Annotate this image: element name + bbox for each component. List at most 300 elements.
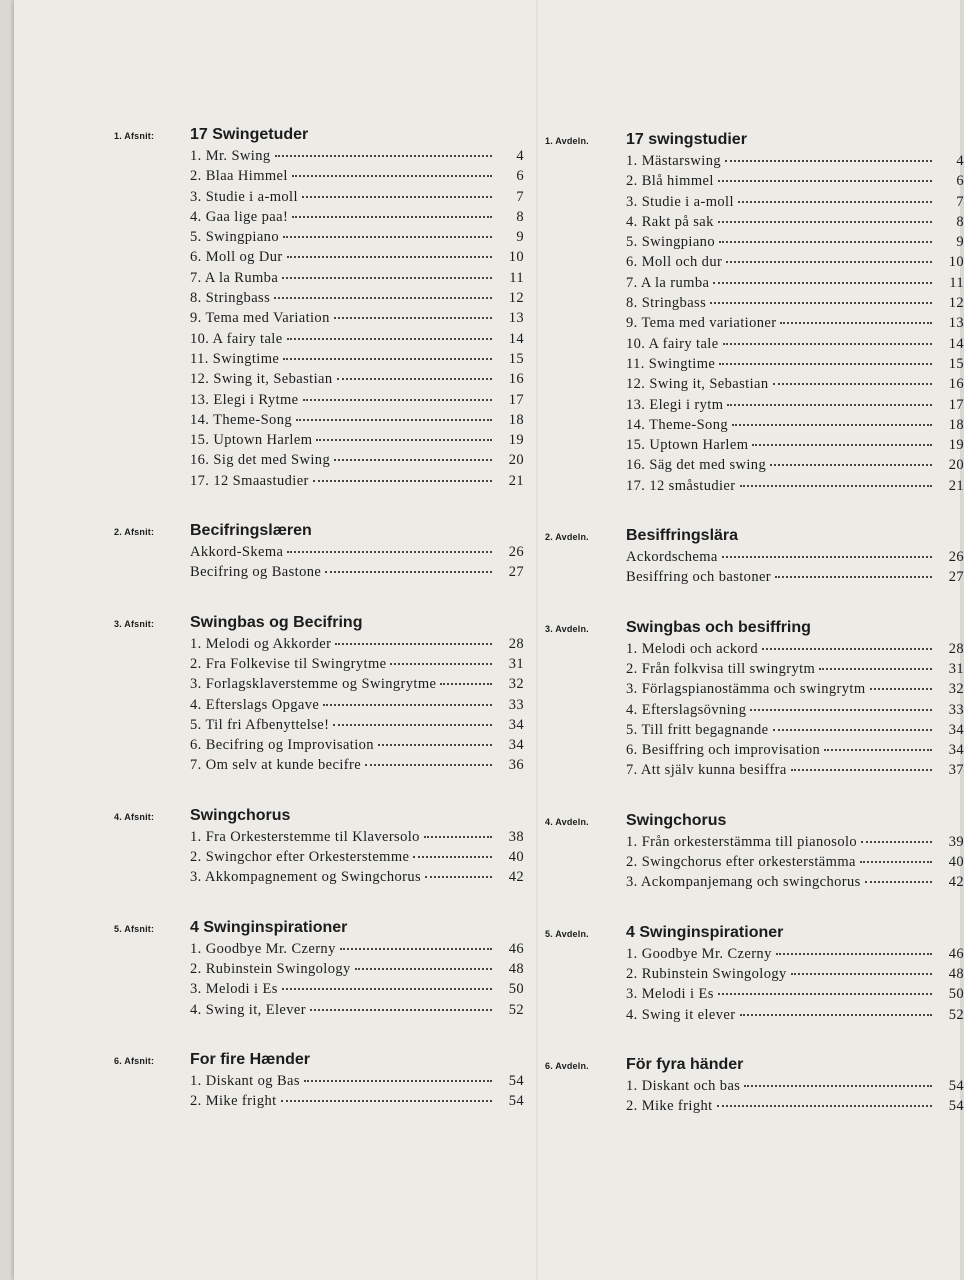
section-heading (545, 527, 964, 545)
toc-entry (626, 834, 964, 854)
entry-title: 1. Melodi och ackord (626, 640, 759, 657)
toc-section (545, 131, 964, 498)
toc-entry (190, 290, 524, 310)
dot-leader (333, 724, 492, 726)
dot-leader (718, 993, 932, 995)
entry-page-number: 20 (508, 452, 524, 469)
entry-page-number: 39 (948, 833, 964, 850)
dot-leader (732, 424, 932, 426)
entry-page-number: 21 (508, 472, 524, 489)
toc-entry (626, 275, 964, 295)
dot-leader (791, 769, 932, 771)
section-heading (545, 619, 964, 637)
toc-entry (190, 412, 524, 432)
section-heading (114, 126, 524, 144)
entry-page-number: 14 (508, 330, 524, 347)
entry-title: 14. Theme-Song (626, 416, 728, 433)
section-title: Swingchorus (190, 806, 291, 824)
entry-page-number: 15 (948, 355, 964, 372)
toc-entry (190, 473, 524, 493)
section-number: 5. Afsnit: (114, 923, 155, 934)
entry-title: 7. A la Rumba (190, 269, 279, 286)
entry-title: 12. Swing it, Sebastian (626, 376, 769, 393)
entry-page-number: 18 (508, 411, 524, 428)
dot-leader (355, 968, 492, 970)
toc-entry (626, 1098, 964, 1118)
dot-leader (302, 196, 492, 198)
toc-entry (190, 310, 524, 330)
entry-title: 2. Blaa Himmel (190, 168, 288, 185)
dot-leader (752, 444, 932, 446)
dot-leader (740, 1014, 933, 1016)
toc-entry (626, 397, 964, 417)
entry-page-number: 11 (509, 269, 524, 286)
section-number: 2. Afsnit: (114, 527, 155, 538)
toc-entry (190, 1073, 524, 1093)
dot-leader (304, 1080, 492, 1082)
entry-title: 7. Om selv at kunde becifre (190, 757, 362, 774)
entry-title: 1. Melodi og Akkorder (190, 635, 332, 652)
toc-section (545, 924, 964, 1027)
entry-title: 8. Stringbass (626, 295, 707, 312)
entry-title: 1. Från orkesterstämma till pianosolo (626, 833, 858, 850)
entry-page-number: 4 (956, 153, 964, 169)
dot-leader (275, 155, 492, 157)
entry-title: 4. Rakt på sak (626, 213, 714, 230)
entry-title: 1. Goodbye Mr. Czerny (626, 945, 772, 962)
dot-leader (722, 556, 932, 558)
dot-leader (334, 459, 492, 461)
entry-title: 15. Uptown Harlem (626, 437, 749, 454)
entry-page-number: 12 (948, 295, 964, 312)
toc-entry (190, 351, 524, 371)
toc-entry (626, 1007, 964, 1027)
toc-entry (626, 417, 964, 437)
toc-entry (626, 234, 964, 254)
toc-entry (626, 254, 964, 274)
dot-leader (860, 861, 932, 863)
toc-entry (190, 564, 524, 584)
entry-page-number: 34 (948, 721, 964, 738)
entry-page-number: 27 (508, 564, 524, 581)
section-number: 3. Afsnit: (114, 618, 155, 629)
entry-title: 6. Moll och dur (626, 254, 723, 271)
entry-title: 7. Att själv kunna besiffra (626, 762, 787, 779)
entry-page-number: 8 (956, 213, 964, 230)
dot-leader (274, 297, 492, 299)
toc-entry (626, 681, 964, 701)
entry-page-number: 9 (956, 234, 964, 251)
toc-entry (190, 270, 524, 290)
dot-leader (283, 358, 492, 360)
section-heading (114, 919, 524, 937)
entry-title: 5. Till fritt begagnande (626, 721, 769, 738)
toc-entry (626, 946, 964, 966)
entry-page-number: 28 (508, 635, 524, 652)
entry-page-number: 19 (948, 437, 964, 454)
entry-title: 10. A fairy tale (190, 330, 283, 347)
dot-leader (413, 856, 492, 858)
toc-entry (190, 697, 524, 717)
book-page (14, 0, 964, 1280)
dot-leader (718, 221, 932, 223)
entry-title: 13. Elegi i rytm (626, 396, 724, 413)
dot-leader (325, 571, 492, 573)
entry-page-number: 31 (508, 655, 524, 672)
toc-section (114, 614, 524, 778)
entry-title: 16. Säg det med swing (626, 457, 767, 474)
entry-page-number: 8 (516, 208, 524, 225)
entry-title: 1. Fra Orkesterstemme til Klaversolo (190, 828, 420, 845)
entry-title: 3. Studie i a-moll (626, 193, 734, 210)
entry-page-number: 46 (948, 945, 964, 962)
section-heading (114, 522, 524, 540)
toc-entry (626, 569, 964, 589)
dot-leader (378, 744, 492, 746)
toc-entry (626, 214, 964, 234)
section-title: For fire Hænder (190, 1050, 311, 1068)
entry-title: 2. Swingchorus efter orkesterstämma (626, 854, 856, 871)
entry-page-number: 50 (948, 986, 964, 1003)
dot-leader (334, 317, 492, 319)
toc-entry (190, 981, 524, 1001)
entry-page-number: 11 (949, 274, 964, 291)
toc-entry (626, 702, 964, 722)
toc-section (114, 1051, 524, 1114)
entry-page-number: 54 (508, 1093, 524, 1110)
entry-page-number: 54 (948, 1077, 964, 1094)
dot-leader (773, 729, 932, 731)
dot-leader (287, 338, 492, 340)
entry-title: 5. Swingpiano (626, 234, 715, 251)
toc-entry (190, 869, 524, 889)
entry-page-number: 13 (948, 315, 964, 332)
dot-leader (865, 881, 932, 883)
entry-title: Besiffring och bastoner (626, 569, 772, 586)
section-title: Becifringslæren (190, 522, 312, 540)
entry-title: Ackordschema (626, 549, 718, 566)
section-title: Swingchorus (626, 811, 727, 829)
section-number: 6. Avdeln. (545, 1060, 589, 1071)
entry-page-number: 19 (508, 432, 524, 449)
dot-leader (283, 236, 492, 238)
toc-entry (190, 941, 524, 961)
dot-leader (292, 175, 492, 177)
toc-entry (190, 1093, 524, 1113)
toc-entry (626, 457, 964, 477)
dot-leader (775, 576, 932, 578)
dot-leader (780, 322, 932, 324)
dot-leader (440, 683, 492, 685)
entry-page-number: 34 (948, 742, 964, 759)
entry-title: 4. Gaa lige paa! (190, 208, 289, 225)
toc-entry (190, 717, 524, 737)
dot-leader (725, 160, 932, 162)
dot-leader (791, 973, 932, 975)
entry-title: 1. Mästarswing (626, 153, 722, 169)
section-number: 4. Afsnit: (114, 811, 155, 822)
toc-entry (626, 194, 964, 214)
entry-title: 1. Goodbye Mr. Czerny (190, 940, 336, 957)
toc-entry (626, 986, 964, 1006)
entry-page-number: 10 (948, 254, 964, 271)
entry-title: 11. Swingtime (626, 355, 716, 372)
entry-page-number: 15 (508, 350, 524, 367)
entry-page-number: 33 (948, 701, 964, 718)
dot-leader (718, 180, 932, 182)
entry-title: 2. Swingchor efter Orkesterstemme (190, 849, 410, 866)
entry-title: 2. Från folkvisa till swingrytm (626, 660, 816, 677)
entry-page-number: 32 (948, 681, 964, 698)
toc-entry (626, 722, 964, 742)
entry-page-number: 37 (948, 762, 964, 779)
entry-page-number: 16 (948, 376, 964, 393)
entry-page-number: 34 (508, 716, 524, 733)
dot-leader (861, 841, 932, 843)
dot-leader (281, 1100, 492, 1102)
toc-entry (190, 229, 524, 249)
section-title: Swingbas och besiffring (626, 618, 811, 636)
dot-leader (316, 439, 492, 441)
entry-page-number: 40 (948, 854, 964, 871)
section-heading (545, 924, 964, 942)
entry-title: 2. Rubinstein Swingology (190, 960, 351, 977)
toc-entry (190, 148, 524, 168)
entry-title: 3. Ackompanjemang och swingchorus (626, 874, 861, 891)
section-number: 1. Afsnit: (114, 131, 155, 141)
dot-leader (719, 363, 932, 365)
dot-leader (282, 988, 492, 990)
dot-leader (870, 688, 932, 690)
entry-page-number: 26 (948, 549, 964, 566)
toc-entry (190, 961, 524, 981)
toc-entry (190, 371, 524, 391)
dot-leader (744, 1085, 932, 1087)
entry-title: 6. Moll og Dur (190, 249, 283, 266)
entry-title: 7. A la rumba (626, 274, 710, 291)
section-number: 1. Avdeln. (545, 136, 589, 146)
entry-title: Akkord-Skema (190, 544, 284, 561)
entry-title: 5. Til fri Afbenyttelse! (190, 716, 330, 733)
toc-entry (190, 656, 524, 676)
dot-leader (287, 256, 492, 258)
entry-page-number: 42 (508, 869, 524, 886)
dot-leader (762, 648, 932, 650)
entry-page-number: 32 (508, 676, 524, 693)
entry-title: 11. Swingtime (190, 350, 280, 367)
entry-title: 1. Mr. Swing (190, 148, 271, 164)
dot-leader (313, 480, 492, 482)
toc-entry (626, 336, 964, 356)
toc-section (545, 619, 964, 783)
dot-leader (770, 464, 932, 466)
entry-title: 1. Diskant og Bas (190, 1072, 300, 1089)
toc-entry (190, 737, 524, 757)
toc-entry (626, 742, 964, 762)
dot-leader (723, 343, 932, 345)
toc-entry (190, 189, 524, 209)
dot-leader (335, 643, 492, 645)
dot-leader (740, 485, 933, 487)
toc-section (545, 812, 964, 895)
toc-entry (626, 874, 964, 894)
toc-entry (190, 636, 524, 656)
section-title: Swingbas og Becifring (190, 613, 363, 631)
entry-page-number: 21 (948, 477, 964, 494)
section-heading (114, 807, 524, 825)
entry-title: 17. 12 Smaastudier (190, 472, 309, 489)
entry-page-number: 9 (516, 229, 524, 246)
entry-title: 4. Efterslags Opgave (190, 696, 320, 713)
entry-title: 4. Efterslagsövning (626, 701, 747, 718)
dot-leader (726, 261, 932, 263)
toc-entry (626, 437, 964, 457)
dot-leader (713, 282, 932, 284)
entry-page-number: 4 (516, 148, 524, 164)
section-title: För fyra händer (626, 1055, 744, 1073)
dot-leader (292, 216, 492, 218)
toc-entry (190, 209, 524, 229)
section-title: 4 Swinginspirationer (626, 923, 784, 941)
entry-page-number: 10 (508, 249, 524, 266)
entry-page-number: 27 (948, 569, 964, 586)
toc-entry (626, 295, 964, 315)
toc-entry (626, 376, 964, 396)
section-title: Besiffringslära (626, 527, 739, 545)
toc-section (114, 522, 524, 585)
dot-leader (773, 383, 932, 385)
entry-title: 9. Tema med Variation (190, 310, 330, 327)
toc-entry (626, 661, 964, 681)
toc-section (545, 527, 964, 590)
dot-leader (819, 668, 932, 670)
section-heading (114, 614, 524, 632)
toc-entry (626, 854, 964, 874)
entry-page-number: 7 (516, 188, 524, 205)
toc-entry (626, 549, 964, 569)
entry-title: 13. Elegi i Rytme (190, 391, 299, 408)
section-number: 4. Avdeln. (545, 816, 589, 827)
entry-page-number: 54 (508, 1072, 524, 1089)
entry-page-number: 40 (508, 849, 524, 866)
toc-entry (190, 392, 524, 412)
toc-entry (190, 849, 524, 869)
toc-section (114, 126, 524, 493)
entry-page-number: 17 (508, 391, 524, 408)
entry-title: 10. A fairy tale (626, 335, 719, 352)
dot-leader (824, 749, 932, 751)
entry-page-number: 52 (508, 1001, 524, 1018)
entry-page-number: 54 (948, 1098, 964, 1115)
toc-entry (190, 544, 524, 564)
section-title: 4 Swinginspirationer (190, 918, 348, 936)
entry-title: 14. Theme-Song (190, 411, 292, 428)
toc-entry (626, 641, 964, 661)
entry-title: 9. Tema med variationer (626, 315, 777, 332)
entry-title: 17. 12 småstudier (626, 477, 736, 494)
entry-title: 2. Mike fright (190, 1093, 277, 1110)
section-number: 5. Avdeln. (545, 928, 589, 939)
entry-title: 15. Uptown Harlem (190, 432, 313, 449)
entry-title: 3. Akkompagnement og Swingchorus (190, 869, 422, 886)
toc-entry (626, 966, 964, 986)
toc-section (545, 1056, 964, 1119)
entry-page-number: 28 (948, 640, 964, 657)
entry-page-number: 26 (508, 544, 524, 561)
entry-page-number: 36 (508, 757, 524, 774)
entry-page-number: 20 (948, 457, 964, 474)
entry-title: 1. Diskant och bas (626, 1077, 741, 1094)
toc-entry (190, 829, 524, 849)
entry-title: 2. Rubinstein Swingology (626, 965, 787, 982)
dot-leader (303, 399, 492, 401)
dot-leader (296, 419, 492, 421)
entry-page-number: 46 (508, 940, 524, 957)
dot-leader (710, 302, 932, 304)
toc-entry (190, 452, 524, 472)
page-crease (536, 0, 538, 1280)
toc-entry (626, 153, 964, 173)
toc-entry (190, 1002, 524, 1022)
entry-title: 2. Mike fright (626, 1098, 713, 1115)
entry-page-number: 52 (948, 1006, 964, 1023)
dot-leader (323, 704, 492, 706)
toc-danish (114, 126, 524, 1142)
entry-title: 8. Stringbass (190, 290, 271, 307)
entry-page-number: 14 (948, 335, 964, 352)
dot-leader (310, 1009, 492, 1011)
section-number: 3. Avdeln. (545, 623, 589, 634)
entry-title: 3. Forlagsklaverstemme og Swingrytme (190, 676, 437, 693)
dot-leader (776, 953, 932, 955)
toc-entry (190, 331, 524, 351)
section-heading (545, 1056, 964, 1074)
toc-entry (626, 315, 964, 335)
entry-page-number: 48 (508, 960, 524, 977)
entry-page-number: 18 (948, 416, 964, 433)
toc-section (114, 807, 524, 890)
entry-title: 6. Besiffring och improvisation (626, 742, 821, 759)
entry-title: Becifring og Bastone (190, 564, 322, 581)
section-title: 17 swingstudier (626, 131, 747, 148)
toc-entry (190, 676, 524, 696)
entry-title: 5. Swingpiano (190, 229, 279, 246)
entry-page-number: 31 (948, 660, 964, 677)
entry-title: 6. Becifring og Improvisation (190, 737, 374, 754)
entry-page-number: 7 (956, 193, 964, 210)
toc-entry (626, 478, 964, 498)
dot-leader (425, 876, 492, 878)
entry-title: 4. Swing it, Elever (190, 1001, 306, 1018)
section-heading (545, 812, 964, 830)
entry-page-number: 50 (508, 981, 524, 998)
entry-page-number: 12 (508, 290, 524, 307)
toc-entry (190, 432, 524, 452)
entry-title: 3. Melodi i Es (626, 986, 714, 1003)
dot-leader (390, 663, 492, 665)
toc-entry (626, 762, 964, 782)
section-title: 17 Swingetuder (190, 126, 309, 143)
toc-swedish (545, 131, 964, 1147)
dot-leader (750, 709, 932, 711)
dot-leader (424, 836, 492, 838)
dot-leader (717, 1105, 932, 1107)
toc-section (114, 919, 524, 1022)
toc-entry (190, 249, 524, 269)
entry-page-number: 48 (948, 965, 964, 982)
entry-title: 3. Melodi i Es (190, 981, 278, 998)
entry-title: 3. Studie i a-moll (190, 188, 298, 205)
